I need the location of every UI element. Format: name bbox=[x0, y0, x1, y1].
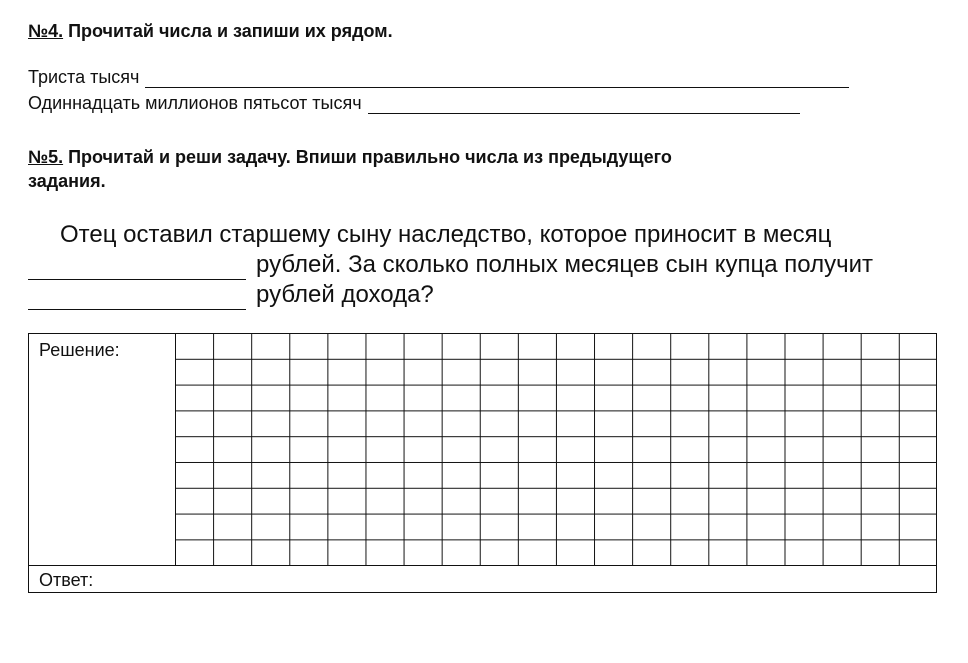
solution-grid[interactable] bbox=[175, 334, 937, 566]
income-blank[interactable] bbox=[28, 257, 246, 280]
problem-text-2: рублей. За сколько полных месяцев сын купца получит bbox=[256, 251, 874, 278]
task5-heading bbox=[28, 146, 672, 168]
task5-title-line2: задания. bbox=[28, 171, 106, 191]
problem-line-2 bbox=[28, 250, 938, 280]
task4-number: №4. bbox=[28, 21, 64, 41]
problem-text-1: Отец оставил старшему сыну наследство, которое приносит в месяц bbox=[60, 221, 832, 248]
answer-label: Ответ: bbox=[39, 570, 94, 590]
task5-problem bbox=[28, 220, 938, 310]
solution-label: Решение: bbox=[39, 340, 120, 360]
task5-number: №5. bbox=[28, 147, 64, 167]
task4-line-2 bbox=[28, 92, 800, 114]
task4-line-1-label: Триста тысяч bbox=[28, 67, 140, 87]
task4-answer-blank-1[interactable] bbox=[145, 71, 849, 88]
task4-answer-blank-2[interactable] bbox=[368, 97, 800, 114]
task5-title-line1: Прочитай и реши задачу. Впиши правильно числа из предыдущего bbox=[63, 147, 672, 167]
task4-heading bbox=[28, 20, 393, 42]
task4-line-1 bbox=[28, 66, 849, 88]
task4-line-2-label: Одиннадцать миллионов пятьсот тысяч bbox=[28, 93, 362, 113]
problem-text-3: рублей дохода? bbox=[256, 281, 434, 308]
problem-line-3 bbox=[28, 280, 938, 310]
answer-divider bbox=[29, 565, 936, 566]
task4-title: Прочитай числа и запиши их рядом. bbox=[63, 21, 393, 41]
total-blank[interactable] bbox=[28, 287, 246, 310]
solution-sheet bbox=[28, 333, 937, 593]
task5-heading-cont bbox=[28, 170, 106, 192]
problem-line-1 bbox=[28, 220, 938, 250]
